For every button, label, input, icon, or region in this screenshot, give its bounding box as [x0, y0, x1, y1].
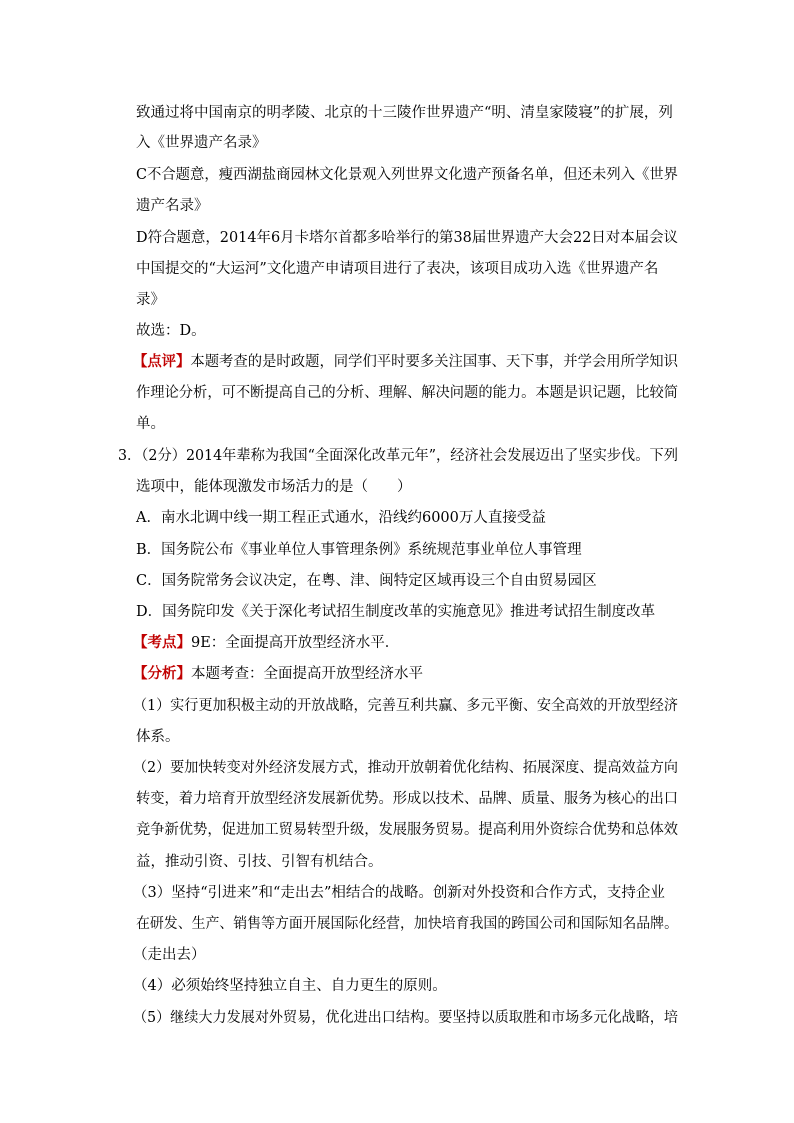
kaodian-text: 9E：全面提高开放型经济水平．	[191, 635, 400, 651]
analysis-line: （走出去）	[133, 947, 206, 963]
comment-tag: 【点评】	[133, 353, 191, 370]
kaodian-tag: 【考点】	[133, 634, 191, 651]
text-line: 作理论分析，可不断提高自己的分析、理解、解决问题的能力。本题是识记题，比较简	[136, 385, 679, 401]
text-line: 单。	[136, 416, 165, 432]
fenxi-tag: 【分析】	[133, 665, 191, 682]
option-a: A．南水北调中线一期工程正式通水，沿线约6000万人直接受益	[136, 510, 546, 526]
analysis-line: （2）要加快转变对外经济发展方式，推动开放朝着优化结构、拓展深度、提高效益方向	[133, 760, 678, 776]
text-line: 遗产名录》	[136, 198, 209, 214]
analysis-line: 体系。	[136, 729, 180, 745]
analysis-line: （5）继续大力发展对外贸易，优化进出口结构。要坚持以质取胜和市场多元化战略，培	[133, 1010, 678, 1026]
fenxi-line	[133, 664, 423, 684]
comment-text: 本题考查的是时政题，同学们平时要多关注国事、天下事，并学会用所学知识	[190, 354, 678, 370]
text-line: 录》	[136, 292, 165, 308]
question-stem-line: 选项中，能体现激发市场活力的是（ ）	[136, 479, 412, 495]
analysis-line: 益，推动引资、引技、引智有机结合。	[136, 854, 383, 870]
option-b: B．国务院公布《事业单位人事管理条例》系统规范事业单位人事管理	[136, 542, 582, 558]
comment-line	[133, 352, 678, 372]
question-stem-line: （2分）2014年辈称为我国“全面深化改革元年”，经济社会发展迈出了坚实步伐。下列	[141, 448, 678, 464]
option-c: C．国务院常务会议决定，在粤、津、闽特定区域再设三个自由贸易园区	[136, 573, 597, 589]
analysis-line: 转变，着力培育开放型经济发展新优势。形成以技术、品牌、质量、服务为核心的出口	[136, 791, 679, 807]
question-stem	[118, 446, 678, 466]
question-number: 3．	[118, 448, 142, 464]
analysis-line: （3）坚持“引进来”和“走出去”相结合的战略。创新对外投资和合作方式，支持企业	[133, 885, 665, 901]
analysis-line: （4）必须始终坚持独立自主、自力更生的原则。	[133, 978, 447, 994]
text-line: D符合题意，2014年6月卡塔尔首都多哈举行的第38届世界遗产大会22日对本届会议	[136, 230, 678, 246]
analysis-line: 竞争新优势，促进加工贸易转型升级，发展服务贸易。提高利用外资综合优势和总体效	[136, 822, 679, 838]
text-line: C不合题意，瘦西湖盐商园林文化景观入列世界文化遗产预备名单，但还未列入《世界	[136, 167, 679, 183]
fenxi-text: 本题考查：全面提高开放型经济水平	[191, 666, 423, 682]
kaodian-line	[133, 633, 399, 653]
option-d: D．国务院印发《关于深化考试招生制度改革的实施意见》推进考试招生制度改革	[136, 604, 656, 620]
text-line: 中国提交的“大运河”文化遗产申请项目进行了表决，该项目成功入选《世界遗产名	[136, 261, 659, 277]
text-line: 故选：D。	[136, 323, 206, 339]
analysis-line: 在研发、生产、销售等方面开展国际化经营，加快培育我国的跨国公司和国际知名品牌。	[136, 916, 678, 932]
text-line: 入《世界遗产名录》	[136, 135, 267, 151]
analysis-line: （1）实行更加积极主动的开放战略，完善互利共赢、多元平衡、安全高效的开放型经济	[133, 698, 678, 714]
text-line: 致通过将中国南京的明孝陵、北京的十三陵作世界遗产“明、清皇家陵寝”的扩展，列	[136, 105, 673, 121]
